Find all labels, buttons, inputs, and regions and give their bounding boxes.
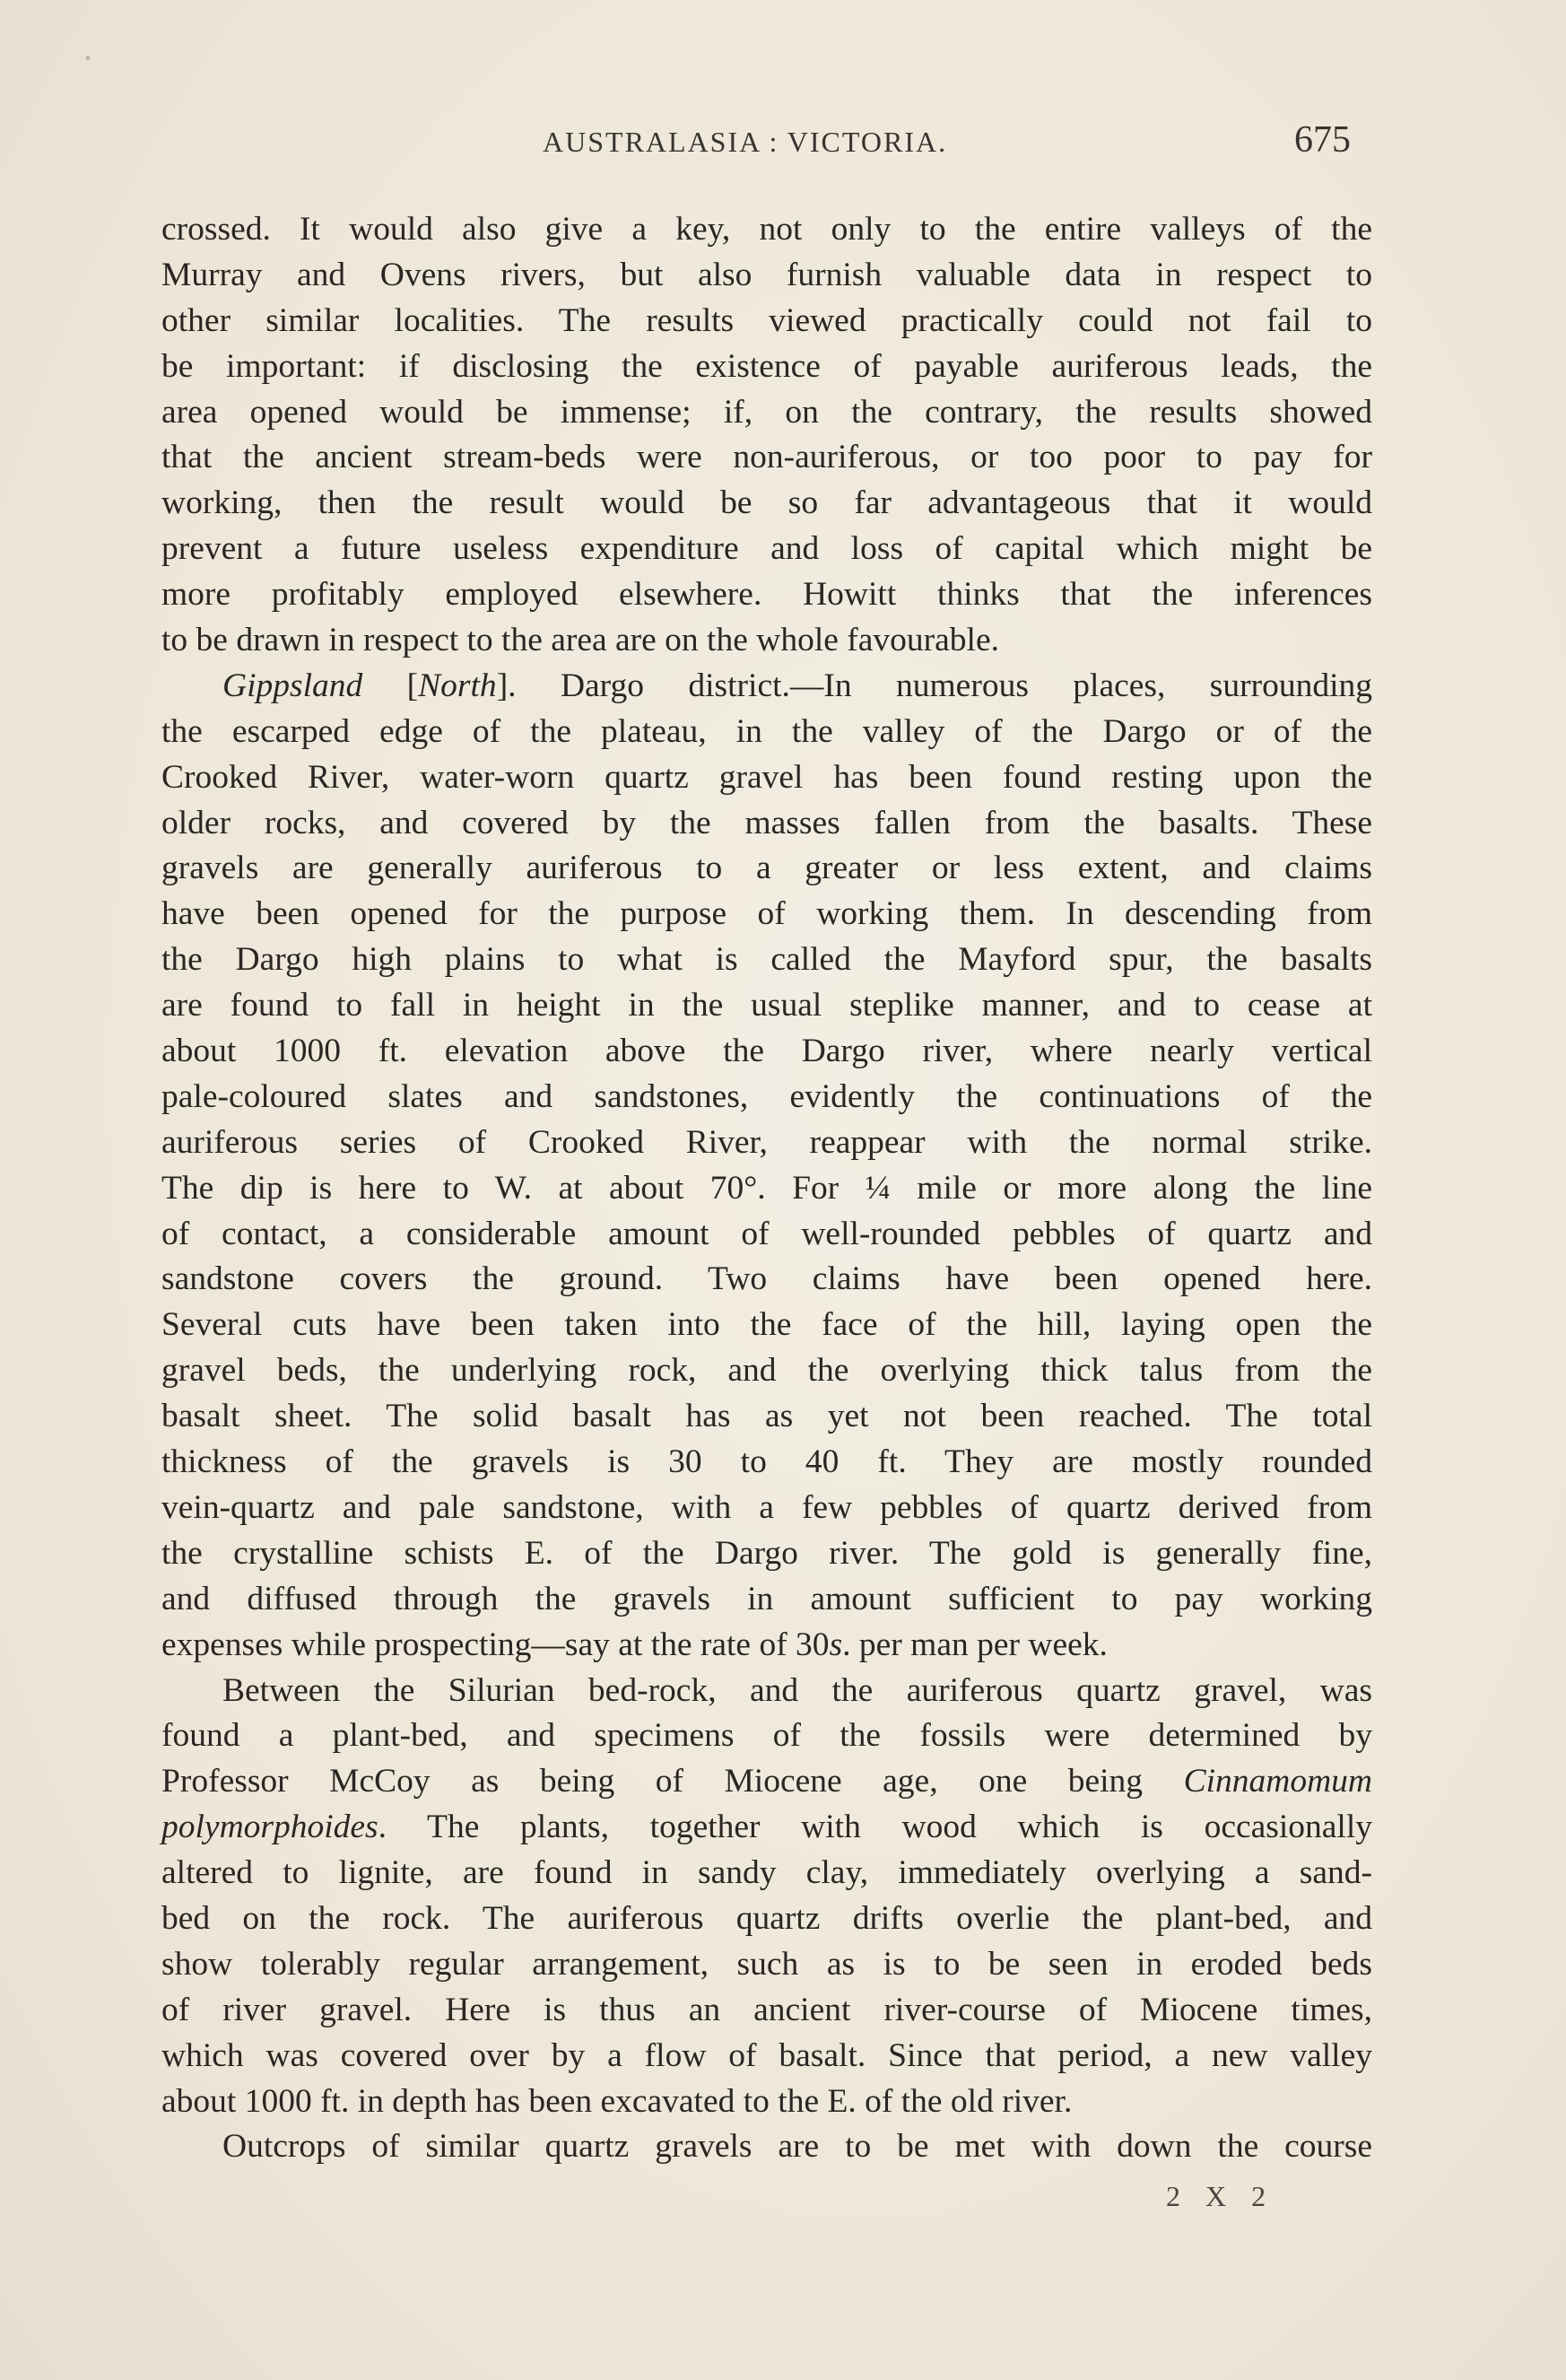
text-line: pale-coloured slates and sandstones, evidently the continuations of the [161, 1077, 1372, 1115]
text-line: prevent a future useless expenditure and loss of capital which might be [161, 530, 1372, 568]
text-line: the crystalline schists E. of the Dargo river. The gold is generally fine, [161, 1534, 1372, 1572]
text-line: which was covered over by a flow of basalt. Since that period, a new valley [161, 2036, 1372, 2074]
text-line-expenses [161, 1623, 1372, 1669]
text-line: auriferous series of Crooked River, reappear with the normal strike. [161, 1123, 1372, 1161]
italic-region: North [418, 667, 497, 704]
text-line: about 1000 ft. elevation above the Dargo river, where nearly vertical [161, 1033, 1372, 1070]
text-line: Several cuts have been taken into the face of the hill, laying open the [161, 1306, 1372, 1344]
text-line: the escarped edge of the plateau, in the valley of the Dargo or of the [161, 712, 1372, 750]
text-line: are found to fall in height in the usual steplike manner, and to cease at [161, 987, 1372, 1024]
text-line: that the ancient stream-beds were non-auriferous, or too poor to pay for [161, 439, 1372, 476]
line-rest: ]. Dargo district.—In numerous places, surrounding [496, 667, 1372, 704]
line-pre: Professor McCoy as being of Miocene age, one being [161, 1763, 1184, 1800]
text-line: area opened would be immense; if, on the contrary, the results showed [161, 393, 1372, 431]
page-number: 675 [1294, 119, 1351, 161]
text-line: gravels are generally auriferous to a greater or less extent, and claims [161, 850, 1372, 887]
bracket-open: [ [362, 667, 419, 704]
running-head: AUSTRALASIA : VICTORIA. [543, 126, 948, 158]
text-line: Crooked River, water-worn quartz gravel has been found resting upon the [161, 758, 1372, 796]
text-line-species [161, 1805, 1372, 1851]
text-line: working, then the result would be so far advantageous that it would [161, 484, 1372, 522]
text-line: Outcrops of similar quartz gravels are to be met with down the course [222, 2128, 1372, 2166]
text-line: altered to lignite, are found in sandy clay, immediately overlying a sand- [161, 1854, 1372, 1892]
text-line: older rocks, and covered by the masses fallen from the basalts. These [161, 804, 1372, 841]
text-line-mccoy [161, 1759, 1372, 1805]
signature-mark: 2 X 2 [1166, 2180, 1275, 2212]
italic-species: polymorphoides [161, 1809, 378, 1846]
page-speck [86, 56, 90, 60]
text-line: Murray and Ovens rivers, but also furnish valuable data in respect to [161, 256, 1372, 293]
text-line: found a plant-bed, and specimens of the fossils were determined by [161, 1717, 1372, 1755]
text-line: and diffused through the gravels in amount sufficient to pay working [161, 1580, 1372, 1617]
text-line: gravel beds, the underlying rock, and the overlying thick talus from the [161, 1352, 1372, 1390]
body-text [161, 207, 1372, 2170]
text-line: more profitably employed elsewhere. Howitt thinks that the inferences [161, 576, 1372, 614]
text-line: about 1000 ft. in depth has been excavated to the E. of the old river. [161, 2082, 1073, 2120]
text-line: be important: if disclosing the existence of payable auriferous leads, the [161, 347, 1372, 385]
text-line: of contact, a considerable amount of well-rounded pebbles of quartz and [161, 1215, 1372, 1252]
text-line: other similar localities. The results viewed practically could not fail to [161, 301, 1372, 339]
text-line: thickness of the gravels is 30 to 40 ft. They are mostly rounded [161, 1443, 1372, 1481]
text-line: Between the Silurian bed-rock, and the auriferous quartz gravel, was [222, 1671, 1372, 1709]
line-post: . per man per week. [842, 1626, 1108, 1663]
text-line: have been opened for the purpose of working them. In descending from [161, 895, 1372, 933]
text-line: of river gravel. Here is thus an ancient river-course of Miocene times, [161, 1991, 1372, 2028]
line-pre: expenses while prospecting—say at the rate of 30 [161, 1626, 830, 1663]
text-line: basalt sheet. The solid basalt has as yet not been reached. The total [161, 1398, 1372, 1435]
line-post: . The plants, together with wood which is occasionally [378, 1809, 1372, 1846]
text-line: show tolerably regular arrangement, such as is to be seen in eroded beds [161, 1945, 1372, 1983]
text-line: the Dargo high plains to what is called the Mayford spur, the basalts [161, 941, 1372, 979]
text-line: The dip is here to W. at about 70°. For ¼ mile or more along the line [161, 1169, 1372, 1207]
text-line: to be drawn in respect to the area are on the whole favourable. [161, 622, 999, 659]
italic-place-name: Gippsland [222, 667, 363, 704]
text-line: crossed. It would also give a key, not only to the entire valleys of the [161, 211, 1372, 248]
italic-genus: Cinnamomum [1183, 1763, 1372, 1800]
text-line: bed on the rock. The auriferous quartz drifts overlie the plant-bed, and [161, 1899, 1372, 1937]
text-line: sandstone covers the ground. Two claims have been opened here. [161, 1260, 1372, 1298]
italic-shilling: s [829, 1626, 843, 1663]
text-line-gippsland [161, 664, 1372, 710]
text-line: vein-quartz and pale sandstone, with a few pebbles of quartz derived from [161, 1488, 1372, 1526]
